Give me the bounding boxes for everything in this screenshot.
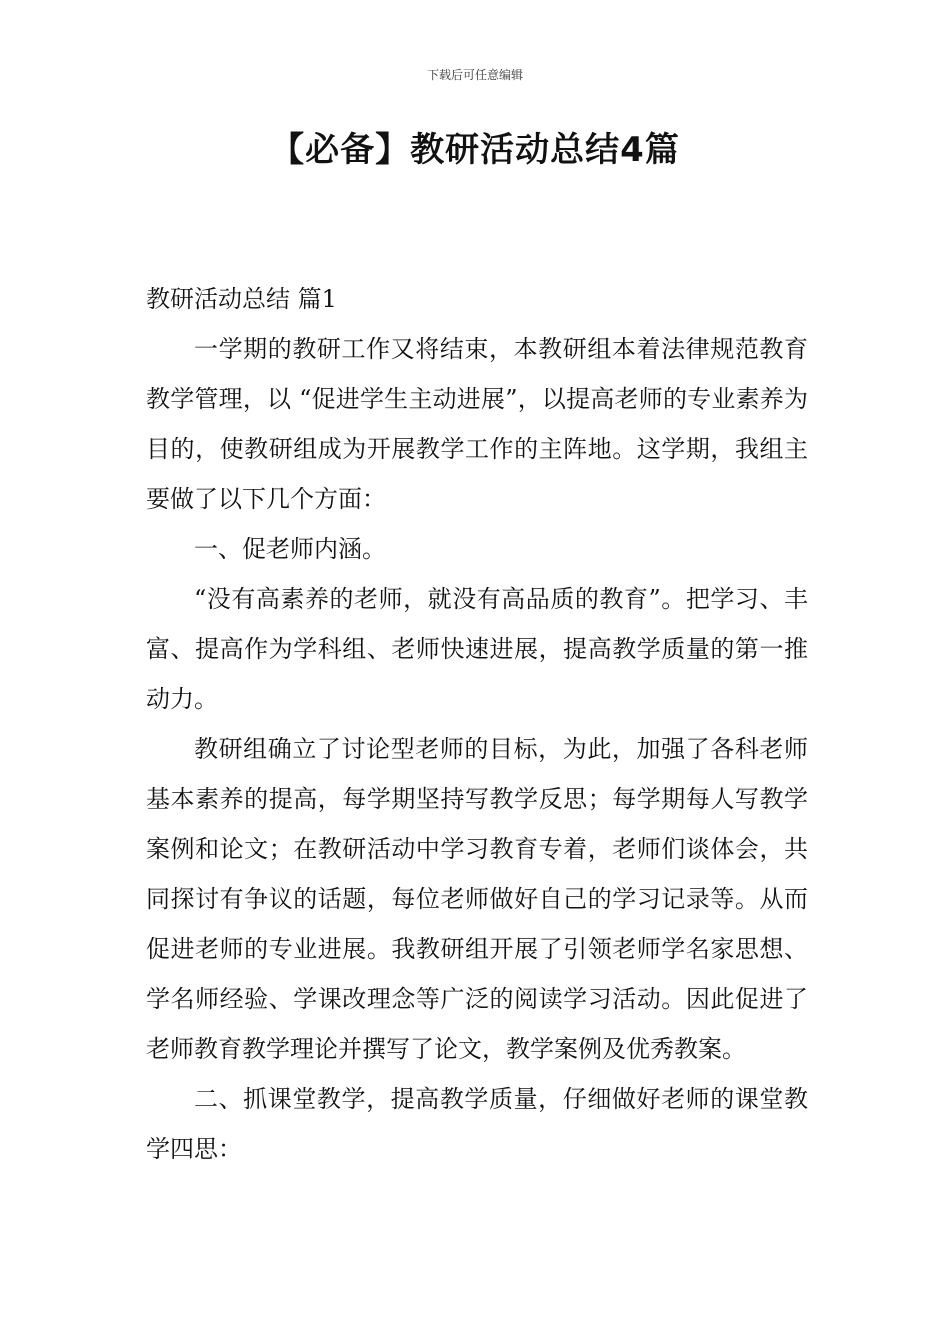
paragraph-point-two-heading: 二、抓课堂教学，提高教学质量，仔细做好老师的课堂教学四思： (146, 1085, 808, 1163)
paragraph-quote: “没有高素养的老师，就没有高品质的教育”。把学习、丰富、提高作为学科组、老师快速进展，提高教学质量的第一推动力。 (146, 585, 808, 713)
section-heading: 教研活动总结 篇1 (146, 285, 337, 313)
paragraph-research-group: 教研组确立了讨论型老师的目标，为此，加强了各科老师基本素养的提高，每学期坚持写教学反思；每学期每人写教学案例和论文；在教研活动中学习教育专着，老师们谈体会，共同探讨有争议的话题，每位老师做好自己的学习记录等。从而促进老师的专业进展。我教研组开展了引领老师学名家思想、学名师经验、学课改理念等广泛的阅读学习活动。因此促进了老师教育教学理论并撰写了论文，教学案例及优秀教案。 (146, 735, 808, 1063)
document-title: 【必备】教研活动总结4篇 (270, 130, 680, 170)
paragraph-intro: 一学期的教研工作又将结束，本教研组本着法律规范教育教学管理，以 “促进学生主动进展”，以提高老师的专业素养为目的，使教研组成为开展教学工作的主阵地。这学期，我组主要做了以下几个方面： (146, 335, 808, 513)
paragraph-point-one-heading: 一、促老师内涵。 (194, 535, 386, 563)
document-body (146, 274, 808, 1174)
download-editable-note: 下载后可任意编辑 (426, 68, 523, 82)
